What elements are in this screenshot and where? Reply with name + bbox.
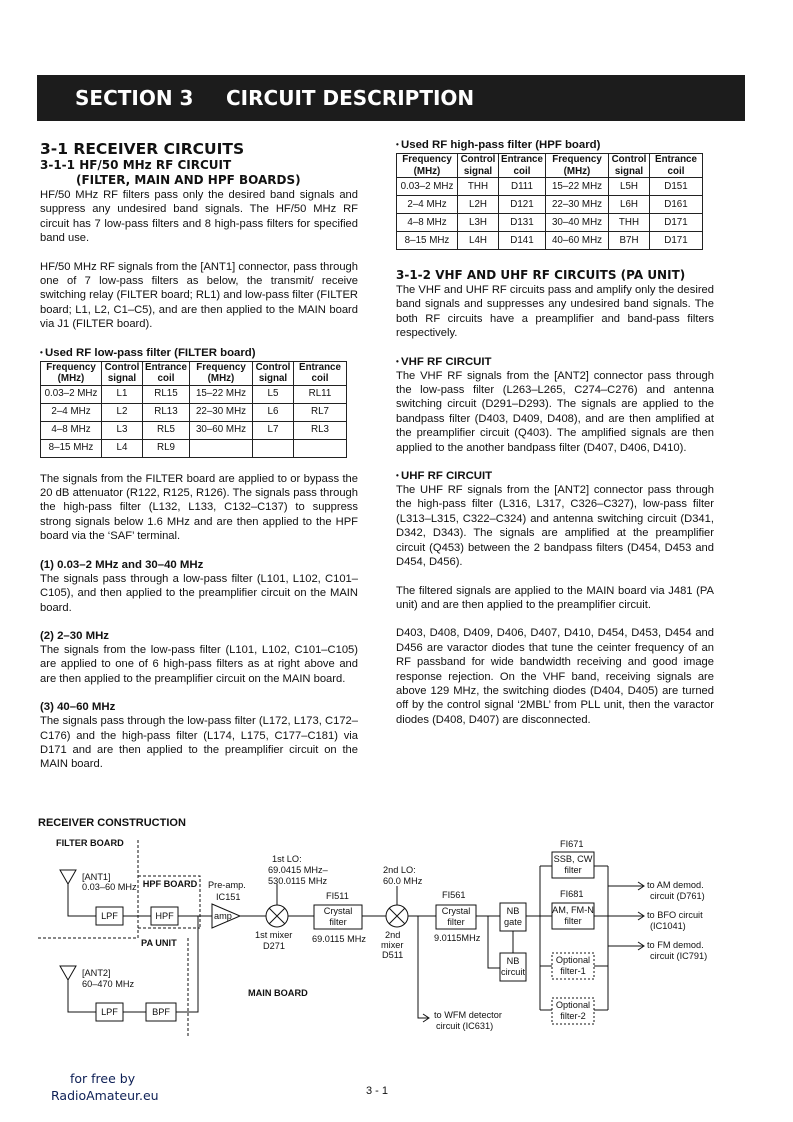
paragraph: The VHF RF signals from the [ANT2] connector pass through the low-pass filter (L263–L265, C274–C276) and antenna switching circuit (D291–D293). The signals are applied to the bandpass filter (D403, D409, D408), and are then amplified at the preamplifier circuit (Q403). The amplified signals are then applied to the another bandpass filter (D407, D406, D410). <box>396 369 714 454</box>
table-cell: L6 <box>253 403 294 421</box>
amfm-filter-label: filter <box>564 916 582 926</box>
out-am2-label: circuit (D761) <box>650 891 705 901</box>
opt2b-label: filter-2 <box>560 1011 586 1021</box>
table-header-cell: Control signal <box>102 361 143 385</box>
right-column <box>396 138 714 727</box>
section-number: SECTION 3 <box>75 86 194 110</box>
filter-board-label: FILTER BOARD <box>56 838 124 848</box>
table-row <box>41 385 347 403</box>
table-cell: 15–22 MHz <box>190 385 253 403</box>
out-bfo-label: to BFO circuit <box>647 910 703 920</box>
paragraph: The UHF RF signals from the [ANT2] connector pass through the high-pass filter (L316, L317, C326–C327), low-pass filter (L313–L315, C322–C324) and antenna switching circuit (D341, D342, D343). The signals are amplified at the preamplifier circuit (Q453) between the 2 bandpass filters (D454, D453 and D454, D456). <box>396 484 714 569</box>
table-cell: RL11 <box>294 385 347 403</box>
table-cell <box>253 439 294 457</box>
mixer2-label: 2nd <box>385 930 401 940</box>
table-cell: 30–40 MHz <box>546 214 609 232</box>
table-header-cell: Frequency (MHz) <box>546 154 609 178</box>
heading-range-3: (3) 40–60 MHz <box>40 701 116 714</box>
lo1-label: 1st LO: <box>272 854 302 864</box>
bpf-label: BPF <box>152 1007 170 1017</box>
table-cell: L2 <box>102 403 143 421</box>
table-cell: D121 <box>499 196 546 214</box>
paragraph: The filtered signals are applied to the MAIN board via J481 (PA unit) and are then applied to the preamplifier circuit. <box>396 584 714 611</box>
hpf-table-title: • Used RF high-pass filter (HPF board) <box>396 138 714 152</box>
left-column <box>40 140 358 772</box>
main-board-label: MAIN BOARD <box>248 988 308 998</box>
table-cell: D111 <box>499 178 546 196</box>
nb2-label: NB <box>506 956 520 966</box>
table-cell: RL3 <box>294 421 347 439</box>
table-cell: 15–22 MHz <box>546 178 609 196</box>
table-cell <box>294 439 347 457</box>
lpf-label: LPF <box>101 911 118 921</box>
receiver-construction-diagram <box>38 818 758 1038</box>
amp-label: amp <box>214 911 232 921</box>
ant2-range: 60–470 MHz <box>82 979 135 989</box>
hpf-board-label: HPF BOARD <box>142 879 198 889</box>
pa-unit-label: PA UNIT <box>141 938 177 948</box>
table-cell: D141 <box>499 232 546 250</box>
table-cell: L2H <box>458 196 499 214</box>
table-cell: 30–60 MHz <box>190 421 253 439</box>
table-header-cell: Entrance coil <box>499 154 546 178</box>
ssb-label: SSB, CW <box>553 854 593 864</box>
gate-label: gate <box>504 917 522 927</box>
fi681-label: FI681 <box>560 889 584 899</box>
table-cell: 22–30 MHz <box>190 403 253 421</box>
paragraph: The signals pass through a low-pass filter (L101, L102, C101–C105), and then applied to the preamplifier circuit on the MAIN board. <box>40 572 358 614</box>
lpf-table <box>40 361 347 458</box>
crystal2-label: Crystal <box>441 906 471 916</box>
fi511-freq: 69.0115 MHz <box>312 934 366 944</box>
heading-range-1: (1) 0.03–2 MHz and 30–40 MHz <box>40 558 204 571</box>
wfm2-label: circuit (IC631) <box>436 1021 494 1031</box>
fi511-label: FI511 <box>326 891 349 901</box>
ant1-range: 0.03–60 MHz <box>82 882 137 892</box>
table-cell: 2–4 MHz <box>397 196 458 214</box>
heading-receiver-circuits: 3-1 RECEIVER CIRCUITS <box>40 140 245 158</box>
table-header-cell: Control signal <box>458 154 499 178</box>
table-cell: 40–60 MHz <box>546 232 609 250</box>
out-fm-label: to FM demod. <box>647 940 704 950</box>
table-cell: L5 <box>253 385 294 403</box>
table-header-row <box>41 361 347 385</box>
table-cell: RL15 <box>143 385 190 403</box>
table-cell: 2–4 MHz <box>41 403 102 421</box>
out-am-label: to AM demod. <box>647 880 704 890</box>
footer-line2: RadioAmateur.eu <box>51 1088 159 1103</box>
paragraph: HF/50 MHz RF filters pass only the desired band signals and suppress any undesired band signals. The HF/50 MHz RF circuit has 7 low-pass filters and 8 high-pass filters for specified band use. <box>40 189 358 245</box>
out-fm2-label: circuit (IC791) <box>650 951 708 961</box>
table-cell: D161 <box>650 196 703 214</box>
heading-hf-rf-boards: (FILTER, MAIN AND HPF BOARDS) <box>76 173 301 187</box>
crystal-label: Crystal <box>323 906 353 916</box>
table-cell: L7 <box>253 421 294 439</box>
fi561-label: FI561 <box>442 890 466 900</box>
table-header-cell: Control signal <box>253 361 294 385</box>
table-cell: RL7 <box>294 403 347 421</box>
table-cell: RL9 <box>143 439 190 457</box>
mixer2b-label: mixer <box>381 940 404 950</box>
paragraph: The signals from the low-pass filter (L101, L102, C101–C105) are applied to one of 6 high-pass filters as at right above and are then applied to the preamplifier circuit on the MAIN board. <box>40 643 358 685</box>
table-cell: 8–15 MHz <box>397 232 458 250</box>
heading-hf-rf-circuit: 3-1-1 HF/50 MHz RF CIRCUIT <box>40 158 232 172</box>
table-cell: L4 <box>102 439 143 457</box>
table-cell: L5H <box>609 178 650 196</box>
hpf-table <box>396 153 703 250</box>
table-header-cell: Control signal <box>609 154 650 178</box>
lo2-label: 2nd LO: <box>383 865 416 875</box>
paragraph: HF/50 MHz RF signals from the [ANT1] connector, pass through one of 7 low-pass filters as below, the transmit/ receive switching relay (FILTER board; RL1) and low-pass filter (FILTER board; L1, L2, C1–C5), and are then applied to the MAIN board via J1 (FILTER board). <box>40 260 358 331</box>
heading-vhf-uhf-circuits: 3-1-2 VHF AND UHF RF CIRCUITS (PA UNIT) <box>396 268 686 282</box>
table-cell: L3H <box>458 214 499 232</box>
heading-uhf-rf: • UHF RF CIRCUIT <box>396 469 714 483</box>
fi561-freq: 9.0115MHz <box>434 933 481 943</box>
opt1-label: Optional <box>555 955 591 965</box>
paragraph: D403, D408, D409, D406, D407, D410, D454, D453, D454 and D456 are varactor diodes that tune the ceinter frequency of an RF passband for wide bandwidth receiving and good image response rejection. On the VHF band, receiving signals are above 129 MHz, the switching diodes (D404, D405) are turned off by the control signal ‘2MBL’ from PLL unit, then the varactor diodes (D408, D407) are disconnected. <box>396 627 714 726</box>
paragraph: The signals from the FILTER board are applied to or bypass the 20 dB attenuator (R122, R125, R126). The signals pass through the high-pass filter (L132, L133, C132–C137) to suppress strong signals below 1.6 MHz and are then applied to the HPF board via the ‘SAF’ terminal. <box>40 472 358 543</box>
table-row <box>397 196 703 214</box>
d271-label: D271 <box>263 941 285 951</box>
fi671-label: FI671 <box>560 839 584 849</box>
footer-line1: for free by <box>70 1071 136 1086</box>
table-cell: L3 <box>102 421 143 439</box>
lo2-freq: 60.0 MHz <box>383 876 423 886</box>
table-header-row <box>397 154 703 178</box>
table-cell: D171 <box>650 214 703 232</box>
table-cell: 22–30 MHz <box>546 196 609 214</box>
table-cell: 4–8 MHz <box>397 214 458 232</box>
table-header-cell: Entrance coil <box>650 154 703 178</box>
paragraph: The signals pass through the low-pass filter (L172, L173, C172–C176) and the high-pass filter (L174, L175, C177–C181) via D171 and are then applied to the preamplifier circuit on the MAIN board. <box>40 715 358 771</box>
table-row <box>41 403 347 421</box>
table-row <box>41 439 347 457</box>
lpf-table-title: • Used RF low-pass filter (FILTER board) <box>40 346 358 360</box>
diagram-title: RECEIVER CONSTRUCTION <box>38 817 186 829</box>
ic151-label: IC151 <box>216 892 241 902</box>
lpf2-label: LPF <box>101 1007 118 1017</box>
wfm-label: to WFM detector <box>434 1010 502 1020</box>
table-cell: RL13 <box>143 403 190 421</box>
table-cell: B7H <box>609 232 650 250</box>
table-cell: 0.03–2 MHz <box>397 178 458 196</box>
opt2-label: Optional <box>555 1000 591 1010</box>
preamp-label: Pre-amp. <box>208 880 246 890</box>
table-row <box>397 232 703 250</box>
table-cell: D171 <box>650 232 703 250</box>
ssb-filter-label: filter <box>564 865 582 875</box>
heading-vhf-rf: • VHF RF CIRCUIT <box>396 355 714 369</box>
table-cell: L6H <box>609 196 650 214</box>
table-cell: RL5 <box>143 421 190 439</box>
table-row <box>41 421 347 439</box>
table-header-cell: Frequency (MHz) <box>397 154 458 178</box>
table-cell: 4–8 MHz <box>41 421 102 439</box>
table-cell: L1 <box>102 385 143 403</box>
table-row <box>397 214 703 232</box>
table-header-cell: Frequency (MHz) <box>190 361 253 385</box>
table-header-cell: Frequency (MHz) <box>41 361 102 385</box>
table-cell: 0.03–2 MHz <box>41 385 102 403</box>
hpf-label: HPF <box>155 911 174 921</box>
table-row <box>397 178 703 196</box>
table-cell: L4H <box>458 232 499 250</box>
d511-label: D511 <box>382 950 404 960</box>
section-title: CIRCUIT DESCRIPTION <box>226 86 475 110</box>
filter-label: filter <box>329 917 347 927</box>
section-banner <box>37 75 745 121</box>
amfm-label: AM, FM-N <box>552 905 594 915</box>
filter2-label: filter <box>447 917 465 927</box>
table-cell: THH <box>609 214 650 232</box>
table-cell: THH <box>458 178 499 196</box>
nb-label: NB <box>506 906 520 916</box>
table-header-cell: Entrance coil <box>143 361 190 385</box>
table-cell: D151 <box>650 178 703 196</box>
circuit-label: circuit <box>501 967 525 977</box>
opt1b-label: filter-1 <box>560 966 586 976</box>
page-number: 3 - 1 <box>366 1085 389 1097</box>
table-cell: D131 <box>499 214 546 232</box>
table-cell <box>190 439 253 457</box>
paragraph: The VHF and UHF RF circuits pass and amplify only the desired band signals and suppresses any undesired band signals. The both RF circuits have a preamplifier and band-pass filters respectively. <box>396 284 714 340</box>
mixer1-label: 1st mixer <box>255 930 293 940</box>
lo1-range: 69.0415 MHz– <box>268 865 328 875</box>
ant2-label: [ANT2] <box>82 968 111 978</box>
lo1-range2: 530.0115 MHz <box>268 876 328 886</box>
ant1-label: [ANT1] <box>82 872 111 882</box>
out-bfo2-label: (IC1041) <box>650 921 686 931</box>
heading-range-2: (2) 2–30 MHz <box>40 629 110 642</box>
table-cell: 8–15 MHz <box>41 439 102 457</box>
table-header-cell: Entrance coil <box>294 361 347 385</box>
